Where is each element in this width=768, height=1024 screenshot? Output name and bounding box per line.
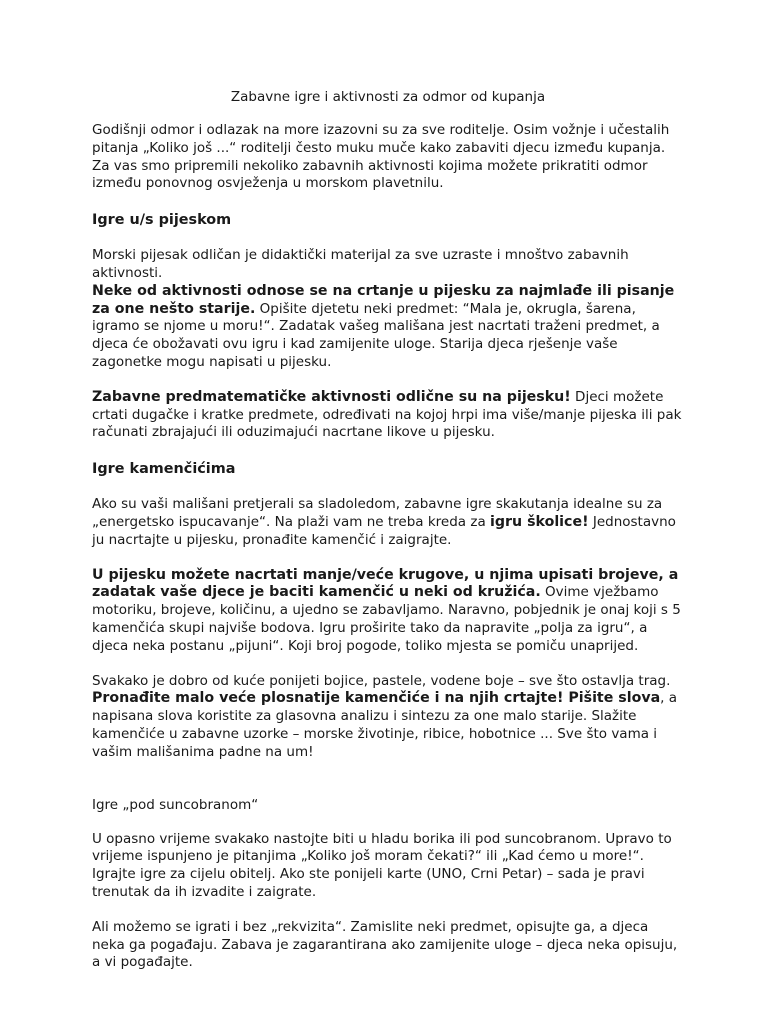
pebbles-p3-text-a: Svakako je dobro od kuće ponijeti bojice, pastele, vodene boje – sve što ostavlja trag. [92, 672, 671, 689]
pebbles-p1-bold: igru školice! [490, 513, 589, 530]
pebbles-paragraph-2 [92, 567, 684, 656]
pebbles-p1-text-a: Ako su vaši mališani pretjerali sa sladoledom, zabavne igre skakutanja idealne su za „energetsko ispucavanje“. Na plaži vam ne treba kreda za [92, 496, 663, 530]
pebbles-p2-text: Ovime vježbamo motoriku, brojeve, količinu, a ujedno se zabavljamo. Naravno, pobjednik je onaj koji s 5 kamenčića skupi najviše bodova. Igru proširite tako da napravite „polja za igru“, a djeca neka postanu „pijuni“. Koji broj pogode, toliko mjesta se pomiču unaprijed. [92, 584, 681, 654]
pebbles-p3-bold: Pronađite malo veće plosnatije kamenčiće i na njih crtajte! Pišite slova [92, 690, 661, 707]
sand-paragraph-2 [92, 389, 684, 442]
pebbles-p3-text-c: , a napisana slova koristite za glasovna analizu i sintezu za one malo starije. Slažite kamenčiće u zabavne uzorke – morske životinje, ribice, hobotnice ... Sve što vama i vašim mališanima padne na um! [92, 690, 678, 760]
sand-p1-bold: Neke od aktivnosti odnose se na crtanje u pijesku za najmlađe ili pisanje za one nešto starije. [92, 282, 675, 317]
section-heading-umbrella: Igre „pod suncobranom“ [92, 796, 259, 813]
pebbles-p1-text-c: Jednostavno ju nacrtajte u pijesku, pronađite kamenčić i zaigrajte. [92, 513, 676, 548]
pebbles-p2-bold: U pijesku možete nacrtati manje/veće krugove, u njima upisati brojeve, a zadatak vaše djece je baciti kamenčić u neki od kružića. [92, 566, 679, 601]
sand-paragraph-1 [92, 247, 684, 372]
sand-p1-text-a: Morski pijesak odličan je didaktički materijal za sve uzraste i mnoštvo zabavnih aktivnosti. [92, 247, 629, 281]
document-title: Zabavne igre i aktivnosti za odmor od kupanja [230, 89, 546, 105]
umbrella-paragraph-1: U opasno vrijeme svakako nastojte biti u hladu borika ili pod suncobranom. Upravo to vrijeme ispunjeno je pitanjima „Koliko još moram čekati?“ ili „Kad ćemo u more!“. Igrajte igre za cijelu obitelj. Ako ste ponijeli karte (UNO, Crni Petar) – sada je pravi trenutak da ih izvadite i zaigrate. [92, 830, 672, 900]
pebbles-paragraph-3 [92, 673, 684, 762]
intro-paragraph: Godišnji odmor i odlazak na more izazovni su za sve roditelje. Osim vožnje i učestalih pitanja „Koliko još ...“ roditelji često muku muče kako zabaviti djecu između kupanja. Za vas smo pripremili nekoliko zabavnih aktivnosti kojima možete prikratiti odmor između ponovnog osvježenja u morskom plavetnilu. [92, 122, 670, 192]
sand-p2-text: Djeci možete crtati dugačke i kratke predmete, određivati na kojoj hrpi ima više/manje pijeska ili pak računati zbrajajući ili oduzimajući nacrtane likove u pijesku. [92, 388, 682, 441]
sand-p1-text-c: Opišite djetetu neki predmet: “Mala je, okrugla, šarena, igramo se njome u moru!“. Zadatak vašeg mališana jest nacrtati traženi predmet, a djeca će obožavati ovu igru i kad zamijenite uloge. Starija djeca rješenje vaše zagonetke mogu napisati u pijesku. [92, 300, 660, 370]
section-heading-pebbles: Igre kamenčićima [92, 461, 236, 478]
pebbles-paragraph-1 [92, 496, 684, 549]
umbrella-paragraph-2: Ali možemo se igrati i bez „rekvizita“. Zamislite neki predmet, opisujte ga, a djeca neka ga pogađaju. Zabava je zagarantirana ako zamijenite uloge – djeca neka opisuju, a vi pogađajte. [92, 918, 678, 971]
document-page [92, 88, 684, 972]
sand-p2-bold: Zabavne predmatematičke aktivnosti odlične su na pijesku! [92, 388, 571, 405]
section-heading-sand: Igre u/s pijeskom [92, 212, 232, 229]
